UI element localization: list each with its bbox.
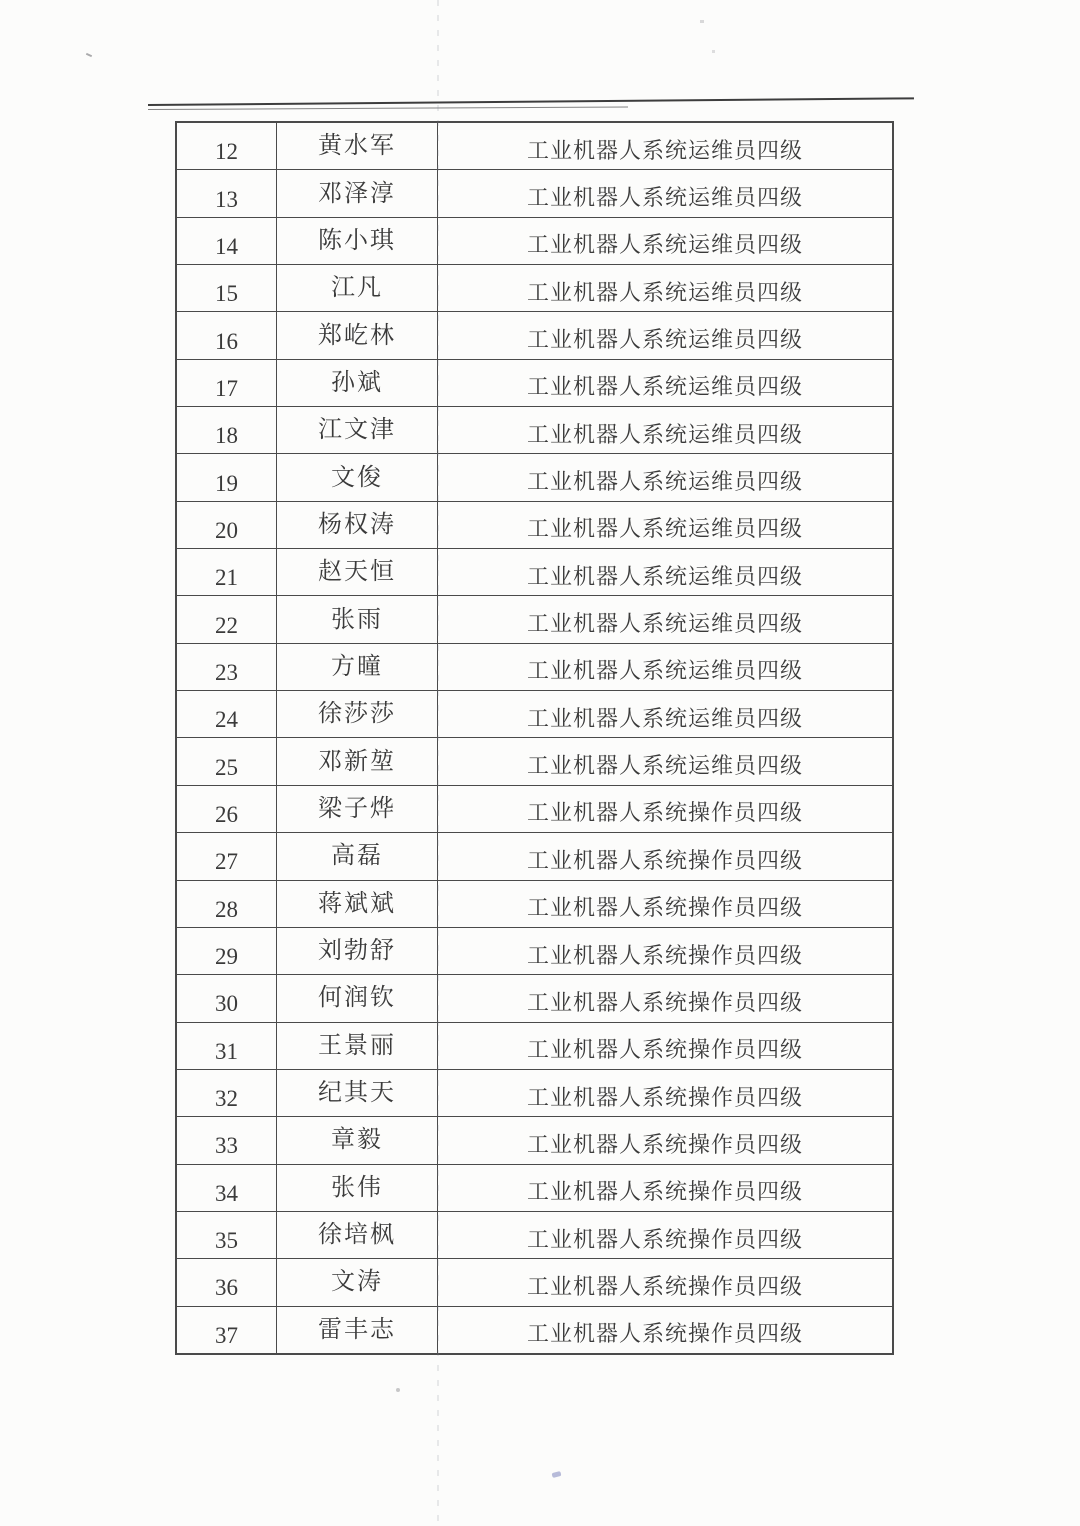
scan-speck (86, 53, 92, 57)
table-row (177, 360, 892, 407)
table-row (177, 502, 892, 549)
table-row (177, 881, 892, 928)
certificate-name: 工业机器人系统运维员四级 (526, 753, 803, 779)
person-name: 江文津 (277, 407, 438, 453)
certificate-name: 工业机器人系统操作员四级 (526, 989, 803, 1015)
certificate-name: 工业机器人系统运维员四级 (526, 563, 803, 589)
row-number: 20 (177, 502, 277, 548)
row-number: 21 (177, 549, 277, 595)
table-row (177, 691, 892, 738)
person-name: 孙斌 (277, 360, 438, 406)
person-name: 方曈 (277, 644, 438, 690)
row-number: 26 (177, 786, 277, 832)
certificate-name: 工业机器人系统操作员四级 (526, 1037, 803, 1063)
certificate-name: 工业机器人系统操作员四级 (526, 1226, 803, 1252)
row-number: 12 (177, 123, 277, 169)
person-name: 文涛 (277, 1259, 438, 1305)
table-row (177, 1259, 892, 1306)
row-number: 36 (177, 1259, 277, 1305)
table-row (177, 738, 892, 785)
certificate-name: 工业机器人系统运维员四级 (526, 232, 803, 258)
certificate-name: 工业机器人系统操作员四级 (526, 1321, 803, 1347)
person-name: 张雨 (277, 596, 438, 642)
certificate-name: 工业机器人系统操作员四级 (526, 800, 803, 826)
certificate-name: 工业机器人系统操作员四级 (526, 1084, 803, 1110)
table-row (177, 312, 892, 359)
header-rule (148, 97, 914, 106)
row-number: 24 (177, 691, 277, 737)
certificate-name: 工业机器人系统运维员四级 (526, 279, 803, 305)
row-number: 13 (177, 170, 277, 216)
scan-speck (700, 20, 704, 23)
row-number: 15 (177, 265, 277, 311)
table-row (177, 644, 892, 691)
row-number: 35 (177, 1212, 277, 1258)
person-name: 何润钦 (277, 975, 438, 1021)
certificate-name: 工业机器人系统操作员四级 (526, 1179, 803, 1205)
certificate-name: 工业机器人系统运维员四级 (526, 421, 803, 447)
person-name: 邓泽淳 (277, 170, 438, 216)
person-name: 邓新堃 (277, 738, 438, 784)
person-name: 梁子烨 (277, 786, 438, 832)
person-name: 黄水军 (277, 123, 438, 169)
row-number: 37 (177, 1307, 277, 1353)
person-name: 赵天恒 (277, 549, 438, 595)
person-name: 郑屹林 (277, 312, 438, 358)
certificate-name: 工业机器人系统操作员四级 (526, 895, 803, 921)
row-number: 31 (177, 1023, 277, 1069)
certificate-name: 工业机器人系统运维员四级 (526, 469, 803, 495)
scan-speck (396, 1388, 400, 1392)
certificate-name: 工业机器人系统操作员四级 (526, 847, 803, 873)
table-row (177, 833, 892, 880)
table-row (177, 928, 892, 975)
row-number: 16 (177, 312, 277, 358)
table-row (177, 265, 892, 312)
person-name: 刘勃舒 (277, 928, 438, 974)
certificate-name: 工业机器人系统操作员四级 (526, 1131, 803, 1157)
certificate-name: 工业机器人系统运维员四级 (526, 374, 803, 400)
person-name: 王景丽 (277, 1023, 438, 1069)
certificate-name: 工业机器人系统运维员四级 (526, 137, 803, 163)
table-row (177, 407, 892, 454)
row-number: 30 (177, 975, 277, 1021)
certificate-roster-table (175, 121, 894, 1355)
table-row (177, 1165, 892, 1212)
row-number: 14 (177, 218, 277, 264)
person-name: 张伟 (277, 1165, 438, 1211)
certificate-name: 工业机器人系统运维员四级 (526, 658, 803, 684)
person-name: 文俊 (277, 454, 438, 500)
scan-speck-blue (552, 1471, 562, 1478)
row-number: 22 (177, 596, 277, 642)
person-name: 章毅 (277, 1117, 438, 1163)
table-row (177, 1023, 892, 1070)
row-number: 34 (177, 1165, 277, 1211)
person-name: 雷丰志 (277, 1307, 438, 1353)
person-name: 陈小琪 (277, 218, 438, 264)
table-row (177, 170, 892, 217)
certificate-name: 工业机器人系统运维员四级 (526, 611, 803, 637)
certificate-name: 工业机器人系统运维员四级 (526, 705, 803, 731)
row-number: 27 (177, 833, 277, 879)
scan-speck (712, 50, 715, 53)
table-row (177, 1307, 892, 1353)
table-row (177, 596, 892, 643)
row-number: 19 (177, 454, 277, 500)
row-number: 28 (177, 881, 277, 927)
table-row (177, 218, 892, 265)
table-row (177, 975, 892, 1022)
certificate-name: 工业机器人系统操作员四级 (526, 942, 803, 968)
table-row (177, 549, 892, 596)
person-name: 徐培枫 (277, 1212, 438, 1258)
person-name: 高磊 (277, 833, 438, 879)
certificate-name: 工业机器人系统运维员四级 (526, 185, 803, 211)
row-number: 25 (177, 738, 277, 784)
table-row (177, 1070, 892, 1117)
table-row (177, 123, 892, 170)
table-row (177, 1212, 892, 1259)
row-number: 18 (177, 407, 277, 453)
person-name: 江凡 (277, 265, 438, 311)
certificate-name: 工业机器人系统操作员四级 (526, 1273, 803, 1299)
row-number: 33 (177, 1117, 277, 1163)
row-number: 17 (177, 360, 277, 406)
table-row (177, 786, 892, 833)
row-number: 29 (177, 928, 277, 974)
person-name: 纪其天 (277, 1070, 438, 1116)
row-number: 23 (177, 644, 277, 690)
table-row (177, 1117, 892, 1164)
certificate-name: 工业机器人系统运维员四级 (526, 327, 803, 353)
person-name: 杨权涛 (277, 502, 438, 548)
person-name: 蒋斌斌 (277, 881, 438, 927)
person-name: 徐莎莎 (277, 691, 438, 737)
table-row (177, 454, 892, 501)
certificate-name: 工业机器人系统运维员四级 (526, 516, 803, 542)
row-number: 32 (177, 1070, 277, 1116)
header-rule-shadow (148, 106, 628, 110)
